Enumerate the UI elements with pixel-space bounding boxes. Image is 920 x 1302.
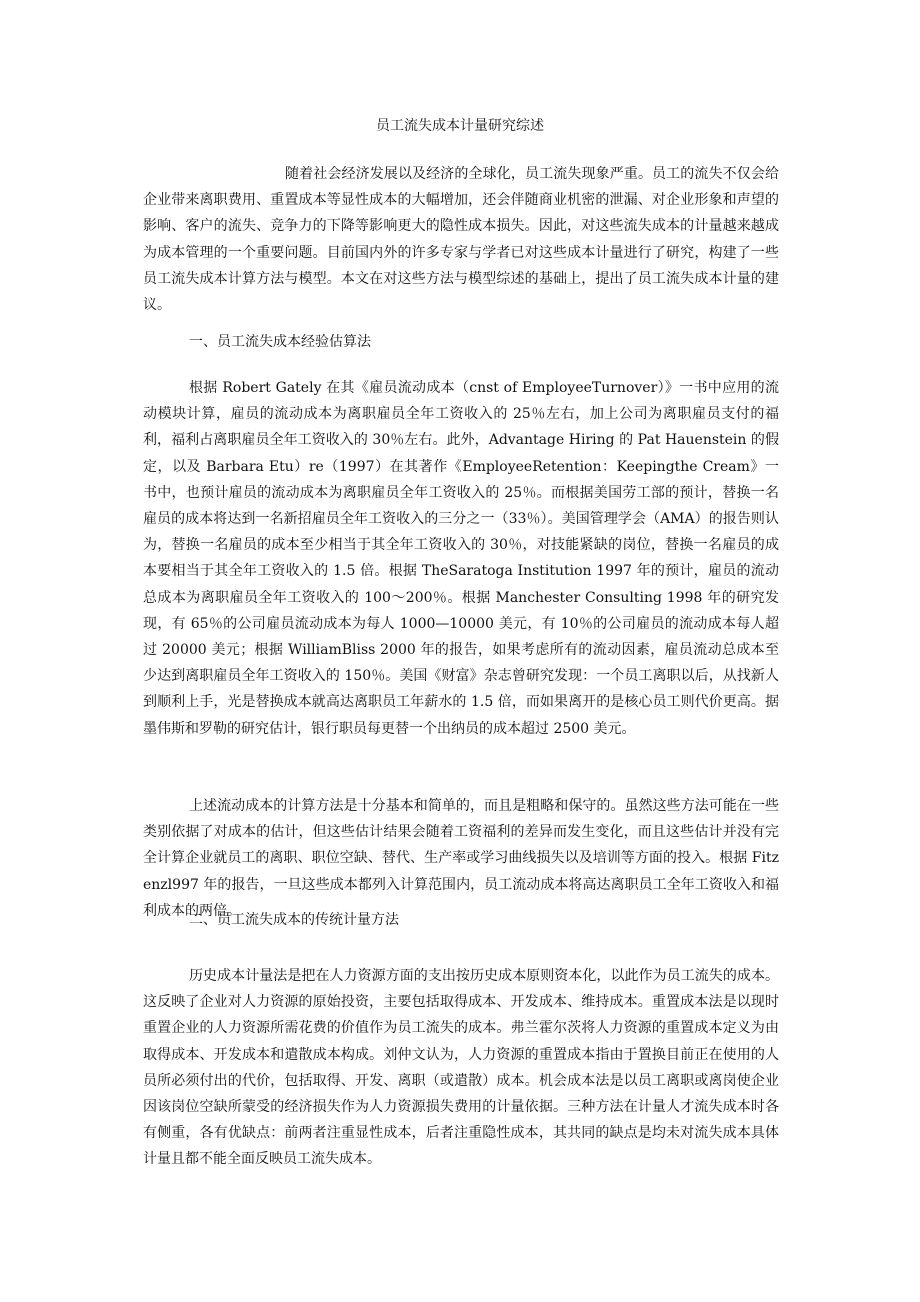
- document-title: 员工流失成本计量研究综述: [376, 118, 544, 134]
- section1-paragraph-1: 根据 Robert Gately 在其《雇员流动成本（cnst of EmployeeTurnover）》一书中应用的流动模块计算，雇员的流动成本为离职雇员全年工资收入的 25％左右，加上公司为离职雇员支付的福利，福利占离职雇员全年工资收入的 30％左右。此外，Advantage Hiring 的 Pat Hauenstein 的假定，以及 Barbara Etu）re（1997）在其著作《EmployeeRetention：Keepingthe Cream》一书中，也预计雇员的流动成本为离职雇员全年工资收入的 25％。而根据美国劳工部的预计，替换一名雇员的成本将达到一名新招雇员全年工资收入的三分之一（33％）。美国管理学会（AMA）的报告则认为，替换一名雇员的成本至少相当于其全年工资收入的 30％，对技能紧缺的岗位，替换一名雇员的成本要相当于其全年工资收入的 1.5 倍。根据 TheSaratoga Institution 1997 年的预计，雇员的流动总成本为离职雇员全年工资收入的 100～200％。根据 Manchester Consulting 1998 年的研究发现，有 65％的公司雇员流动成本为每人 1000—10000 美元，有 10％的公司雇员的流动成本每人超过 20000 美元；根据 WilliamBliss 2000 年的报告，如果考虑所有的流动因素，雇员流动总成本至少达到离职雇员全年工资收入的 150％。美国《财富》杂志曾研究发现：一个员工离职以后，从找新人到顺利上手，光是替换成本就高达离职员工年薪水的 1.5 倍，而如果离开的是核心员工则代价更高。据墨伟斯和罗勒的研究估计，银行职员每更替一个出纳员的成本超过 2500 美元。: [143, 380, 779, 737]
- section-heading-1: 一、员工流失成本经验估算法: [189, 334, 371, 350]
- section-heading-2: 二、员工流失成本的传统计量方法: [189, 912, 399, 928]
- section1-paragraph-2: 上述流动成本的计算方法是十分基本和简单的，而且是粗略和保守的。虽然这些方法可能在一些类别依据了对成本的估计，但这些估计结果会随着工资福利的差异而发生变化，而且这些估计并没有完全计算企业就员工的离职、职位空缺、替代、生产率或学习曲线损失以及培训等方面的投入。根据 Fitzenzl997 年的报告，一旦这些成本都列入计算范围内，员工流动成本将高达离职员工全年工资收入和福利成本的两倍。: [143, 798, 779, 919]
- section2-paragraph-1: 历史成本计量法是把在人力资源方面的支出按历史成本原则资本化，以此作为员工流失的成本。这反映了企业对人力资源的原始投资，主要包括取得成本、开发成本、维持成本。重置成本法是以现时重置企业的人力资源所需花费的价值作为员工流失的成本。弗兰霍尔茨将人力资源的重置成本定义为由取得成本、开发成本和遣散成本构成。刘仲文认为，人力资源的重置成本指由于置换目前正在使用的人员所必须付出的代价，包括取得、开发、离职（或遣散）成本。机会成本法是以员工离职或离岗使企业因该岗位空缺所蒙受的经济损失作为人力资源损失费用的计量依据。三种方法在计量人才流失成本时各有侧重，各有优缺点：前两者注重显性成本，后者注重隐性成本，其共同的缺点是均未对流失成本具体计量且都不能全面反映员工流失成本。: [143, 968, 779, 1168]
- intro-paragraph: 随着社会经济发展以及经济的全球化，员工流失现象严重。员工的流失不仅会给企业带来离职费用、重置成本等显性成本的大幅增加，还会伴随商业机密的泄漏、对企业形象和声望的影响、客户的流失、竞争力的下降等影响更大的隐性成本损失。因此，对这些流失成本的计量越来越成为成本管理的一个重要问题。目前国内外的许多专家与学者已对这些成本计量进行了研究，构建了一些员工流失成本计算方法与模型。本文在对这些方法与模型综述的基础上，提出了员工流失成本计量的建议。: [143, 166, 779, 314]
